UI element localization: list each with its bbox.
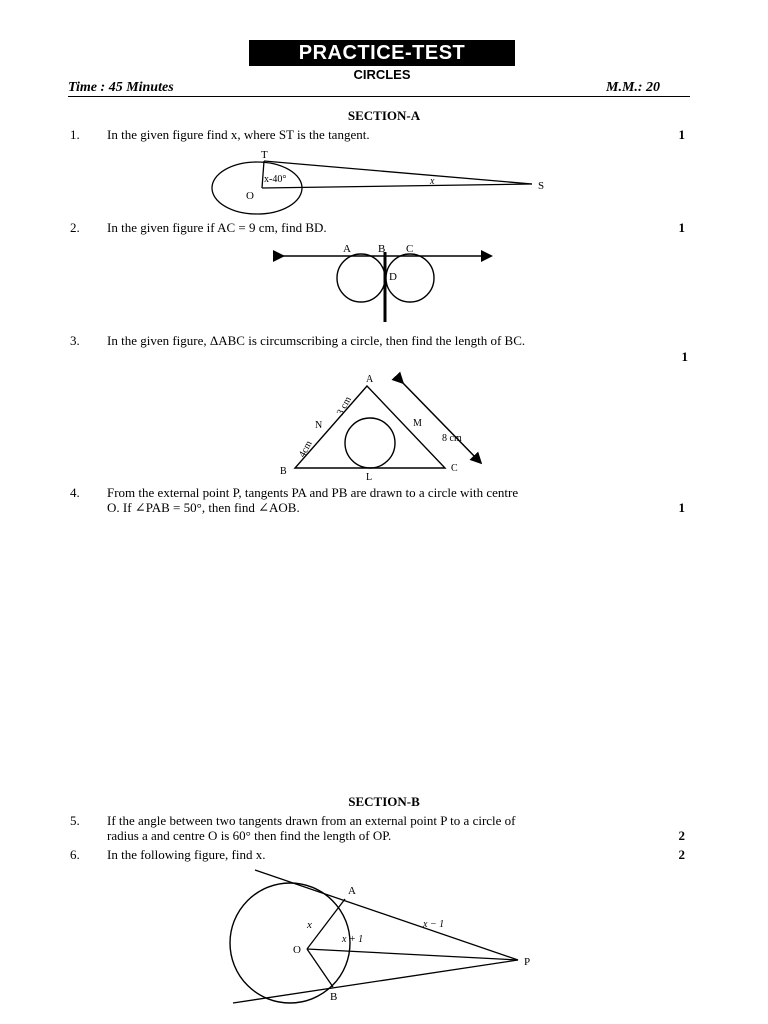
fig6-label-x: x [307,919,312,931]
fig2-left-circle [337,254,385,302]
fig6-label-p: P [524,956,531,968]
fig6-label-o: O [293,944,301,956]
fig1-label-x: x [430,176,435,187]
fig6-label-xm1: x − 1 [423,919,445,930]
question-1-marks: 1 [678,127,685,142]
fig6-tangent-lower [233,960,518,1003]
max-marks-label: M.M.: 20 [606,80,661,95]
fig6-chord-ob [307,949,333,987]
fig6-label-b: B [330,991,338,1003]
question-6-number: 6. [70,847,80,862]
question-5-number: 5. [70,813,80,828]
fig2-label-d: D [389,271,397,283]
question-2-number: 2. [70,220,80,235]
fig6-line-op [307,949,518,960]
section-b-title: SECTION-B [348,794,420,809]
fig3-label-an: 3 cm [334,394,354,418]
question-3-marks: 1 [681,349,688,364]
fig1-label-s: S [538,180,545,192]
fig1-label-o: O [246,190,254,202]
fig1-label-t: T [261,149,268,161]
fig3-label-bn: 4cm [296,439,315,460]
fig3-label-a: A [366,374,374,385]
question-6-marks: 2 [678,847,685,862]
fig6-label-xp1: x + 1 [342,934,364,945]
fig3-label-l: L [366,472,373,483]
figure-2-two-circles [275,240,495,325]
page-title: PRACTICE-TEST [249,40,515,66]
fig3-incircle [345,418,395,468]
question-4-marks: 1 [678,500,685,515]
figure-6-tangents [225,866,545,1006]
question-5-marks: 2 [678,828,685,843]
fig3-label-m: M [413,418,422,429]
question-6-text: In the following figure, find x. [107,847,266,862]
fig2-label-b: B [378,243,386,255]
question-2-text: In the given figure if AC = 9 cm, find BD. [107,220,327,235]
question-3-text: In the given figure, ΔABC is circumscribing a circle, then find the length of BC. [107,333,526,348]
header-divider [68,96,690,97]
fig6-chord-ao [307,899,345,949]
question-1-text: In the given figure find x, where ST is the tangent. [107,127,370,142]
section-a-title: SECTION-A [347,108,421,123]
fig2-label-a: A [343,243,351,255]
fig3-label-c: C [451,463,458,474]
fig3-label-ac: 8 cm [442,433,462,444]
figure-1-tangent [200,148,560,218]
question-5-text: If the angle between two tangents drawn from an external point P to a circle of [107,813,516,828]
question-5-text-line2: radius a and centre O is 60° then find the length of OP. [107,828,392,843]
question-2-marks: 1 [678,220,685,235]
question-4-text: From the external point P, tangents PA and PB are drawn to a circle with centre [107,485,519,500]
fig3-label-b: B [280,466,287,477]
question-4-text-line2: O. If ∠PAB = 50°, then find ∠AOB. [107,500,300,515]
fig1-label-angle: x-40° [264,174,287,185]
figure-3-incircle-triangle [270,368,500,483]
page-subtitle: CIRCLES [353,67,411,82]
fig3-side-arrow [400,380,478,460]
fig1-tangent-ts [264,161,532,184]
question-1-number: 1. [70,127,80,142]
time-label: Time : 45 Minutes [68,80,174,95]
fig2-label-c: C [406,243,414,255]
question-4-number: 4. [70,485,80,500]
question-3-number: 3. [70,333,80,348]
fig6-label-a: A [348,885,356,897]
fig3-label-n: N [315,420,323,431]
